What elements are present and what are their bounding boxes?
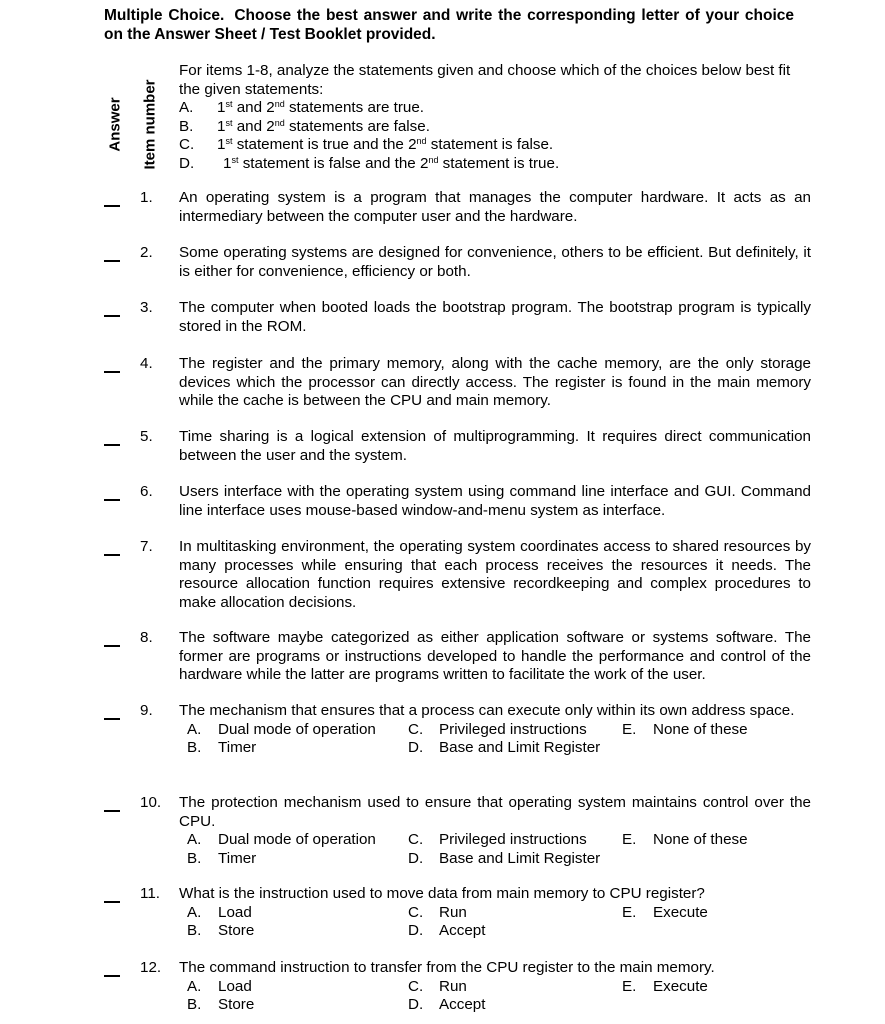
intro-option	[179, 99, 809, 118]
question-body	[179, 885, 811, 941]
question-body	[179, 794, 811, 868]
item-number: 6.	[140, 483, 153, 500]
choice-letter: B.	[187, 922, 202, 939]
choice-letter: D.	[408, 996, 424, 1013]
question-text: Some operating systems are designed for convenience, others to be efficient. But definitely, it is either for convenience, efficiency or both.	[179, 244, 811, 280]
choice-letter: E.	[622, 720, 637, 738]
item-number: 11.	[140, 885, 160, 902]
answer-choice	[187, 831, 408, 850]
intro-option-text: 1st and 2nd statements are false.	[217, 117, 430, 135]
item-number: 12.	[140, 959, 162, 976]
answer-blank[interactable]	[104, 430, 120, 446]
item-number: 2.	[140, 244, 153, 261]
answer-blank[interactable]	[104, 961, 120, 977]
item-number: 5.	[140, 428, 153, 445]
choice-letter: A.	[187, 903, 202, 921]
question-text: What is the instruction used to move data from main memory to CPU register?	[179, 885, 705, 902]
intro-option	[179, 136, 809, 155]
choice-text: Load	[218, 903, 252, 921]
answer-blank[interactable]	[104, 540, 120, 556]
question-text: The register and the primary memory, along with the cache memory, are the only storage devices which the processor can directly access. The register is found in the main memory while the cache is between the CPU and main memory.	[179, 355, 811, 409]
answer-choices	[187, 831, 811, 868]
choice-text: Load	[218, 977, 252, 995]
answer-choice	[408, 831, 622, 850]
choice-text: Dual mode of operation	[218, 831, 376, 848]
choice-letter: D.	[408, 849, 424, 867]
answer-choice	[408, 978, 622, 997]
choice-text: Base and Limit Register	[439, 739, 601, 756]
intro-option-text: 1st statement is false and the 2nd statement is true.	[223, 154, 560, 172]
intro-option	[179, 118, 809, 137]
answer-blank[interactable]	[104, 191, 120, 207]
intro-option-letter: B.	[179, 117, 194, 135]
item-number: 8.	[140, 629, 153, 646]
choice-letter: A.	[187, 831, 202, 848]
answer-choices	[187, 978, 811, 1015]
choice-letter: D.	[408, 922, 424, 939]
answer-choice	[187, 978, 408, 997]
choice-text: Timer	[218, 739, 257, 756]
question-text: The command instruction to transfer from the CPU register to the main memory.	[179, 959, 715, 976]
question-body	[179, 244, 811, 281]
answer-choice	[408, 850, 622, 869]
question-body	[179, 629, 811, 685]
answer-column-label: Answer	[106, 97, 124, 152]
answer-blank[interactable]	[104, 301, 120, 317]
answer-choice	[408, 739, 622, 758]
answer-choices	[187, 904, 811, 941]
intro-option-text: 1st and 2nd statements are true.	[217, 99, 425, 116]
answer-choice	[187, 904, 408, 923]
intro-block	[179, 62, 809, 173]
item-number: 3.	[140, 299, 153, 316]
answer-choice	[622, 978, 802, 997]
choice-letter: B.	[187, 849, 202, 867]
question-body	[179, 355, 811, 411]
intro-option-letter: D.	[179, 154, 195, 172]
item-number: 4.	[140, 355, 153, 372]
question-body	[179, 702, 811, 758]
choice-text: Store	[218, 996, 255, 1013]
intro-option-letter: C.	[179, 136, 195, 153]
choice-letter: C.	[408, 831, 424, 848]
question-body	[179, 483, 811, 520]
section-label: Multiple Choice.	[104, 7, 225, 24]
answer-choice	[622, 721, 802, 740]
item-number-column-label: Item number	[141, 79, 159, 170]
answer-choices	[187, 721, 811, 758]
choice-letter: A.	[187, 977, 202, 995]
answer-blank[interactable]	[104, 357, 120, 373]
choice-text: Base and Limit Register	[439, 849, 601, 867]
choice-text: Privileged instructions	[439, 831, 587, 848]
item-number: 9.	[140, 702, 153, 719]
choice-text: Run	[439, 977, 467, 995]
choice-text: Accept	[439, 996, 486, 1013]
answer-choice	[408, 721, 622, 740]
choice-letter: B.	[187, 996, 202, 1013]
choice-text: Execute	[653, 977, 708, 995]
answer-choice	[187, 739, 408, 758]
choice-text: Store	[218, 922, 255, 939]
answer-blank[interactable]	[104, 704, 120, 720]
item-number: 10.	[140, 794, 162, 811]
question-text: The protection mechanism used to ensure that operating system maintains control over the CPU.	[179, 794, 811, 830]
item-number: 1.	[140, 189, 153, 206]
answer-choice	[622, 904, 802, 923]
answer-choice	[187, 721, 408, 740]
intro-options	[179, 99, 809, 173]
instructions-header	[104, 6, 794, 44]
choice-text: Accept	[439, 922, 486, 939]
choice-letter: A.	[187, 720, 202, 738]
answer-choice	[187, 996, 408, 1015]
answer-choice	[622, 831, 802, 850]
choice-text: None of these	[653, 720, 748, 738]
choice-text: Execute	[653, 903, 708, 921]
intro-option-text: 1st statement is true and the 2nd statement is false.	[217, 136, 554, 153]
intro-text: For items 1-8, analyze the statements given and choose which of the choices below best fit the given statements:	[179, 62, 791, 98]
intro-option-letter: A.	[179, 99, 194, 116]
choice-letter: B.	[187, 739, 202, 756]
choice-letter: E.	[622, 831, 637, 848]
answer-blank[interactable]	[104, 485, 120, 501]
choice-letter: C.	[408, 720, 424, 738]
choice-letter: D.	[408, 739, 424, 756]
choice-letter: C.	[408, 903, 424, 921]
choice-letter: C.	[408, 977, 424, 995]
choice-text: Run	[439, 903, 467, 921]
question-body	[179, 538, 811, 612]
choice-letter: E.	[622, 903, 637, 921]
section-instruction: Choose the best answer and write the corresponding letter of your choice on the Answer Sheet / Test Booklet provided.	[104, 7, 794, 43]
intro-option	[179, 155, 809, 174]
answer-blank[interactable]	[104, 796, 120, 812]
question-text: An operating system is a program that manages the computer hardware. It acts as an intermediary between the computer user and the hardware.	[179, 189, 811, 225]
question-text: The computer when booted loads the bootstrap program. The bootstrap program is typically stored in the ROM.	[179, 299, 811, 335]
answer-choice	[408, 922, 622, 941]
choice-letter: E.	[622, 977, 637, 995]
choice-text: Dual mode of operation	[218, 720, 376, 738]
answer-choice	[187, 922, 408, 941]
question-text: The software maybe categorized as either application software or systems software. The former are programs or instructions developed to handle the performance and control of the hardware while the latter are programs written to facilitate the work of the user.	[179, 629, 811, 683]
question-body	[179, 189, 811, 226]
answer-blank[interactable]	[104, 631, 120, 647]
item-number: 7.	[140, 538, 153, 555]
answer-blank[interactable]	[104, 887, 120, 903]
question-body	[179, 299, 811, 336]
question-text: Time sharing is a logical extension of multiprogramming. It requires direct communication between the user and the system.	[179, 428, 811, 464]
answer-choice	[187, 850, 408, 869]
answer-choice	[408, 996, 622, 1015]
choice-text: Privileged instructions	[439, 720, 587, 738]
choice-text: Timer	[218, 849, 257, 867]
question-body	[179, 959, 811, 1015]
question-text: In multitasking environment, the operating system coordinates access to shared resources by many processes while ensuring that each process receives the resources it needs. The resource allocation function requires extensive recordkeeping and complex procedures to make allocation decisions.	[179, 538, 811, 611]
question-text: Users interface with the operating system using command line interface and GUI. Command line interface uses mouse-based window-and-menu system as interface.	[179, 483, 811, 519]
question-text: The mechanism that ensures that a process can execute only within its own address space.	[179, 702, 795, 719]
answer-blank[interactable]	[104, 246, 120, 262]
answer-choice	[408, 904, 622, 923]
choice-text: None of these	[653, 831, 748, 848]
question-body	[179, 428, 811, 465]
